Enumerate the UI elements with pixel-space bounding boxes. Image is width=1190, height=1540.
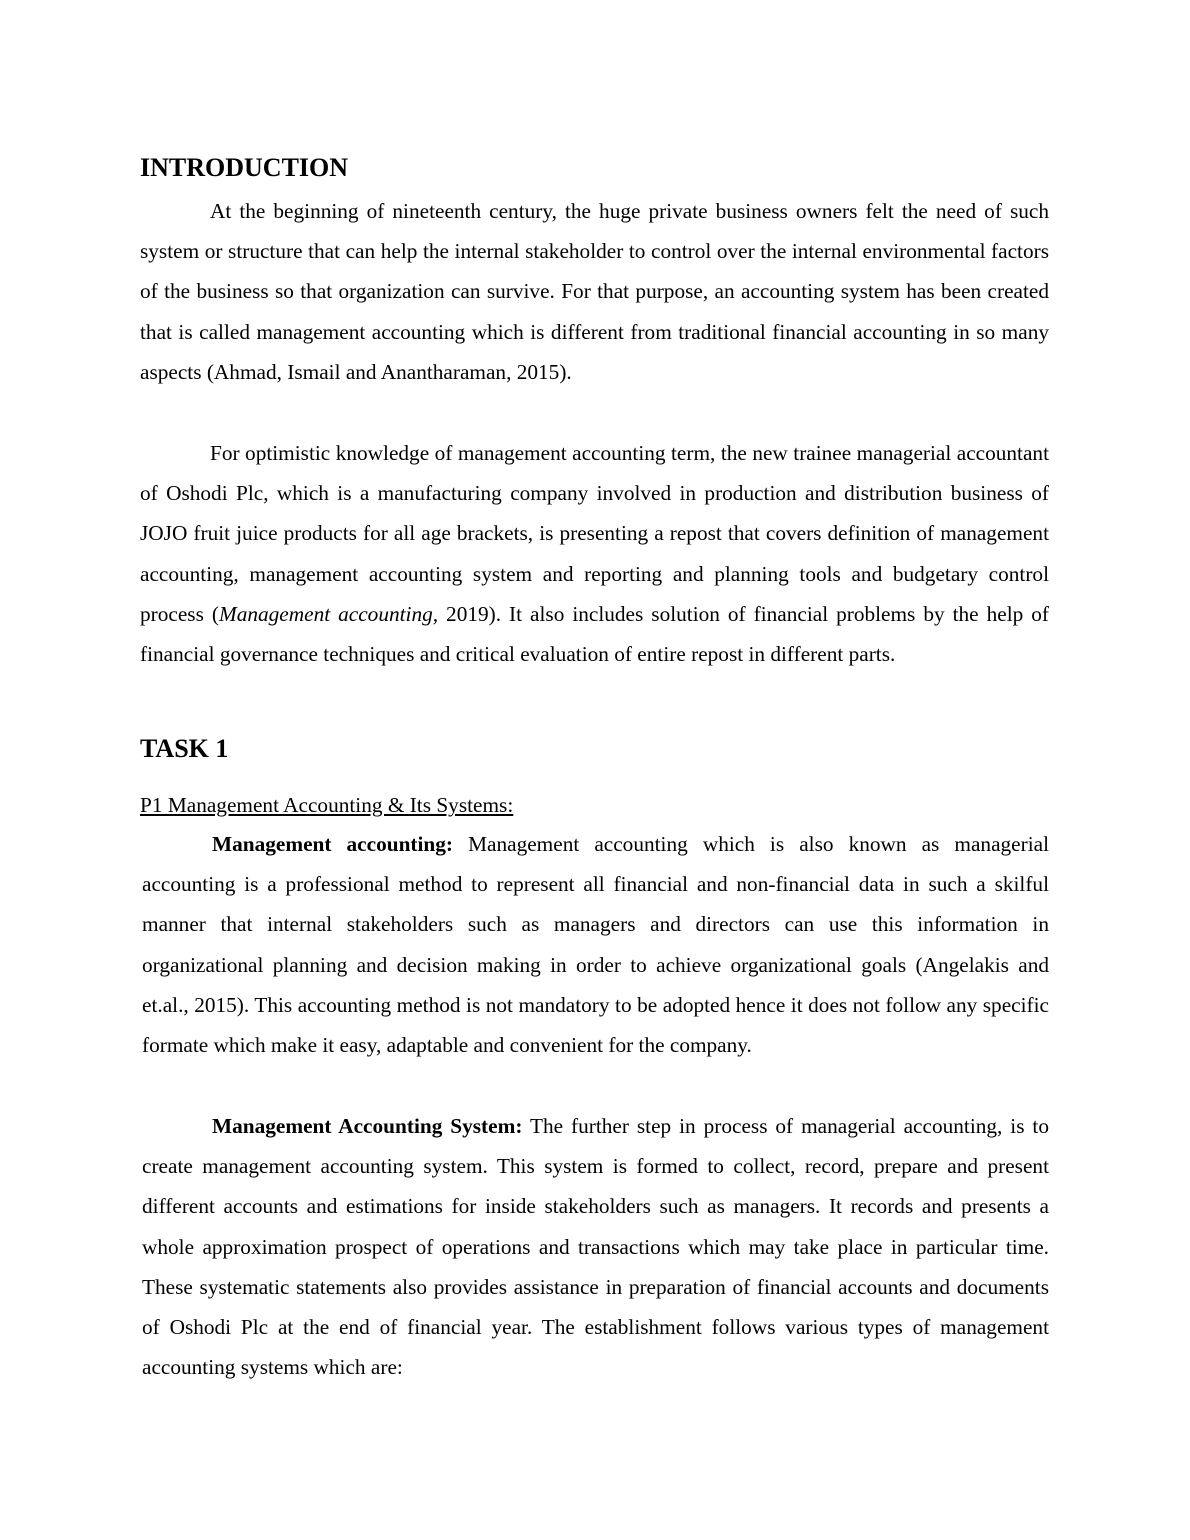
intro-paragraph-1-text: At the beginning of nineteenth century, the huge private business owners felt the need of such system or structure that can help the internal stakeholder to control over the internal environmental factors of the business so that organization can survive. For that purpose, an accounting system has been created that is called management accounting which is different from traditional financial accounting in so many aspects (Ahmad, Ismail and Anantharaman, 2015).: [140, 199, 1049, 384]
management-accounting-system-paragraph: [142, 1106, 1049, 1387]
intro-paragraph-1: [140, 191, 1049, 392]
intro-paragraph-2-text-end: 2019). It also includes solution of financial problems by the help of financial governance techniques and critical evaluation of entire repost in different parts.: [140, 601, 1049, 667]
management-accounting-paragraph: [142, 824, 1049, 1065]
p1-subheading: P1 Management Accounting & Its Systems:: [140, 793, 514, 817]
introduction-heading: INTRODUCTION: [140, 153, 349, 182]
citation-italic: Management accounting,: [218, 601, 439, 626]
management-accounting-system-label: Management Accounting System:: [212, 1114, 523, 1138]
intro-paragraph-2-text-start: For optimistic knowledge of management accounting term, the new trainee managerial accountant of Oshodi Plc, which is a manufacturing company involved in production and distribution business of JOJO fruit juice products for all age brackets, is presenting a repost that covers definition of management accounting, management accounting system and reporting and planning tools and budgetary control process (: [140, 441, 1049, 626]
management-accounting-label: Management accounting:: [212, 832, 454, 856]
management-accounting-system-text: The further step in process of managerial accounting, is to create management accounting system. This system is formed to collect, record, prepare and present different accounts and estimations for inside stakeholders such as managers. It records and presents a whole approximation prospect of operations and transactions which may take place in particular time. These systematic statements also provides assistance in preparation of financial accounts and documents of Oshodi Plc at the end of financial year. The establishment follows various types of management accounting systems which are:: [142, 1114, 1049, 1380]
task1-heading: TASK 1: [140, 734, 229, 763]
intro-paragraph-2: [140, 433, 1049, 674]
management-accounting-text: Management accounting which is also known as managerial accounting is a professional method to represent all financial and non-financial data in such a skilful manner that internal stakeholders such as managers and directors can use this information in organizational planning and decision making in order to achieve organizational goals (Angelakis and et.al., 2015). This accounting method is not mandatory to be adopted hence it does not follow any specific formate which make it easy, adaptable and convenient for the company.: [142, 832, 1050, 1058]
